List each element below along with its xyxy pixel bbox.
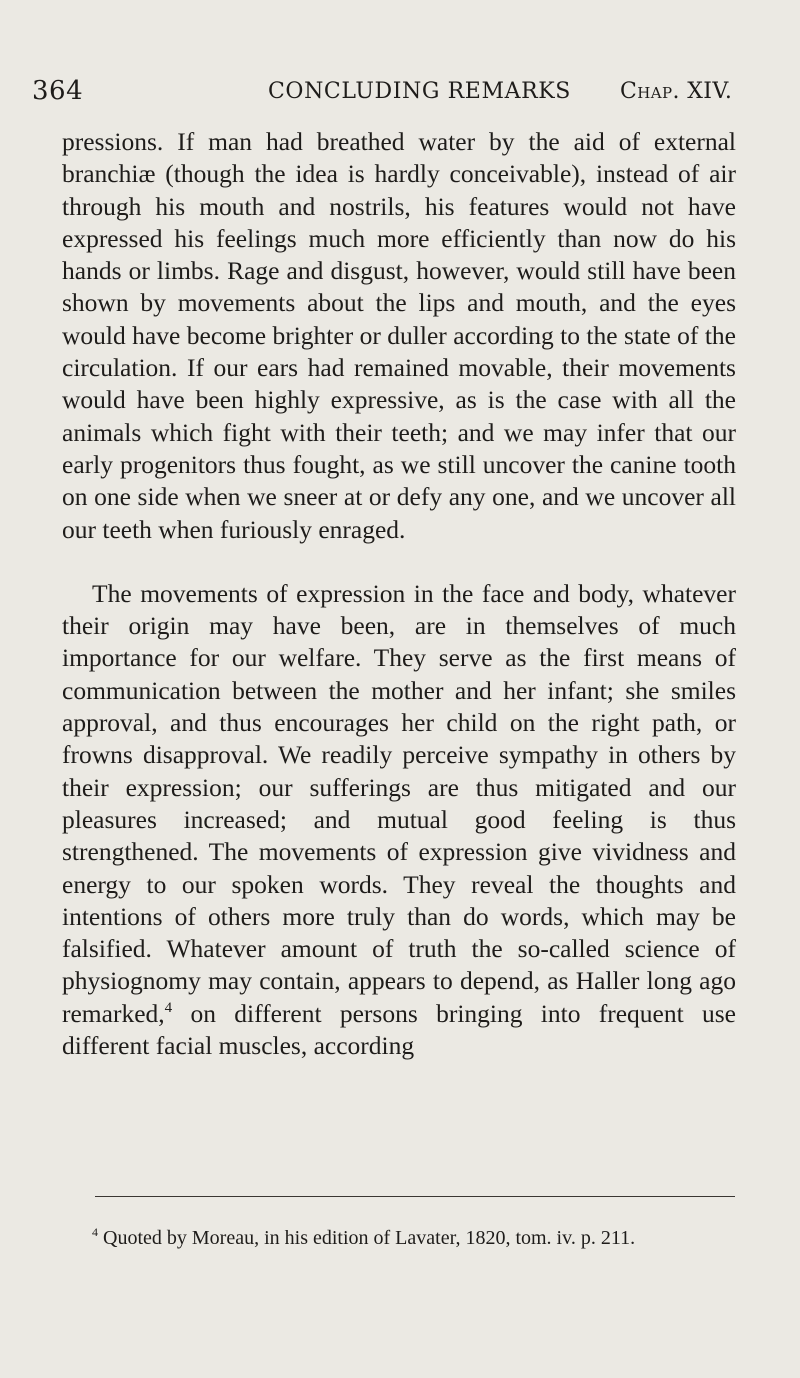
paragraph-2-continuation: on different persons bringing into frequent use different facial muscles, according: [62, 998, 736, 1061]
running-title: CONCLUDING REMARKS: [268, 79, 571, 104]
page-number: 364: [32, 76, 84, 106]
chapter-label: Chap. XIV.: [620, 79, 733, 104]
footnote-marker: 4: [92, 1225, 98, 1239]
footnote-text: Quoted by Moreau, in his edition of Lavater, 1820, tom. iv. p. 211.: [98, 1227, 636, 1249]
body-text: [62, 126, 736, 1062]
paragraph-2-text: The movements of expression in the face and body, whatever their origin may have been, are in themselves of much importance for our welfare. They serve as the first means of communication between the mother and her infant; she smiles approval, and thus encourages her child on the right path, or frowns disapproval. We readily perceive sympathy in others by their expression; our sufferings are thus mitigated and our pleasures increased; and mutual good feeling is thus strengthened. The movements of expression give vividness and energy to our spoken words. They reveal the thoughts and intentions of others more truly than do words, which may be falsified. Whatever amount of truth the so-called science of physiognomy may contain, appears to depend, as Haller long ago remarked,: [62, 578, 736, 1028]
page-header: [0, 76, 800, 112]
paragraph-1: pressions. If man had breathed water by the aid of external branchiæ (though the idea is hardly conceivable), instead of air through his mouth and nostrils, his features would not have expressed his feelings much more efficiently than now do his hands or limbs. Rage and disgust, however, would still have been shown by movements about the lips and mouth, and the eyes would have become brighter or duller according to the state of the circulation. If our ears had remained movable, their movements would have been highly expressive, as is the case with all the animals which fight with their teeth; and we may infer that our early progenitors thus fought, as we still uncover the canine tooth on one side when we sneer at or defy any one, and we uncover all our teeth when furiously enraged.: [62, 127, 736, 544]
paragraph-2: [62, 578, 736, 1062]
footnote: [62, 1226, 736, 1251]
footnote-divider: [95, 1196, 735, 1197]
footnote-reference: 4: [164, 999, 173, 1016]
